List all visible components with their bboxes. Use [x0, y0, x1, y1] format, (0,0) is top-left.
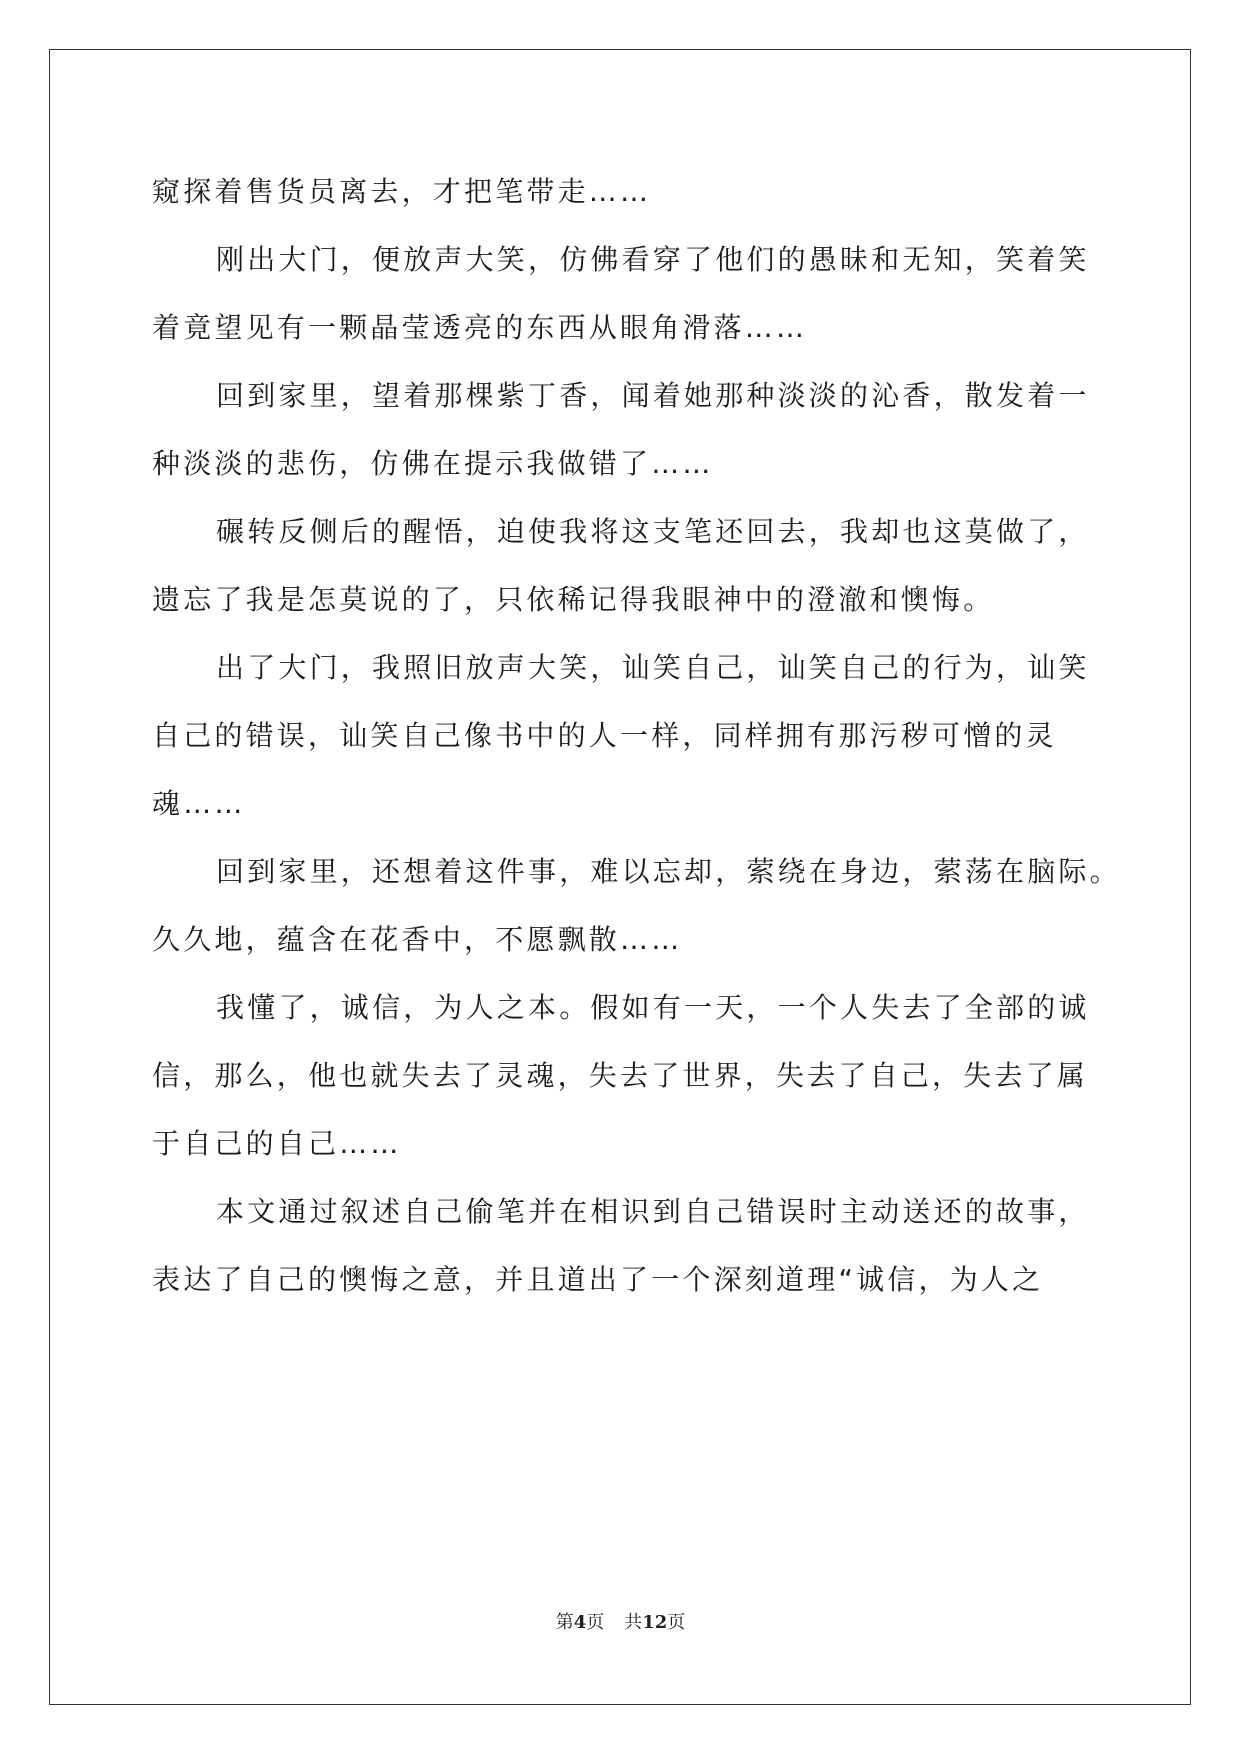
page-suffix: 页 [586, 1612, 605, 1633]
text-line: 种淡淡的悲伤，仿佛在提示我做错了…… [152, 447, 714, 480]
text-line: 遗忘了我是怎莫说的了，只依稀记得我眼神中的澄澈和懊悔。 [152, 583, 995, 616]
text-line: 表达了自己的懊悔之意，并且道出了一个深刻道理“诚信，为人之 [152, 1263, 1044, 1296]
text-line: 刚出大门，便放声大笑，仿佛看穿了他们的愚昧和无知，笑着笑 [216, 243, 1090, 276]
text-line: 魂…… [152, 787, 246, 820]
text-line: 窥探着售货员离去，才把笔带走…… [152, 175, 652, 208]
text-line: 着竟望见有一颗晶莹透亮的东西从眼角滑落…… [152, 311, 808, 344]
page-prefix: 第 [555, 1612, 574, 1633]
text-line: 出了大门，我照旧放声大笑，讪笑自己，讪笑自己的行为，讪笑 [216, 651, 1090, 684]
text-line: 信，那么，他也就失去了灵魂，失去了世界，失去了自己，失去了属 [152, 1059, 1089, 1092]
text-line: 本文通过叙述自己偷笔并在相识到自己错误时主动送还的故事， [216, 1195, 1090, 1228]
text-line: 我懂了，诚信，为人之本。假如有一天，一个人失去了全部的诚 [216, 991, 1090, 1024]
text-line: 回到家里，还想着这件事，难以忘却，萦绕在身边，萦荡在脑际。 [216, 855, 1121, 888]
page-footer [0, 1608, 1241, 1634]
total-suffix: 页 [667, 1612, 686, 1633]
text-line: 碾转反侧后的醒悟，迫使我将这支笔还回去，我却也这莫做了， [216, 515, 1090, 548]
text-line: 回到家里，望着那棵紫丁香，闻着她那种淡淡的沁香，散发着一 [216, 379, 1090, 412]
total-prefix: 共 [624, 1612, 643, 1633]
page-number: 4 [573, 1612, 587, 1633]
text-line: 久久地，蕴含在花香中，不愿飘散…… [152, 923, 683, 956]
text-line: 自己的错误，讪笑自己像书中的人一样，同样拥有那污秽可憎的灵 [152, 719, 1057, 752]
document-body [152, 158, 1121, 1314]
text-line: 于自己的自己…… [152, 1127, 402, 1160]
total-pages: 12 [642, 1612, 668, 1633]
